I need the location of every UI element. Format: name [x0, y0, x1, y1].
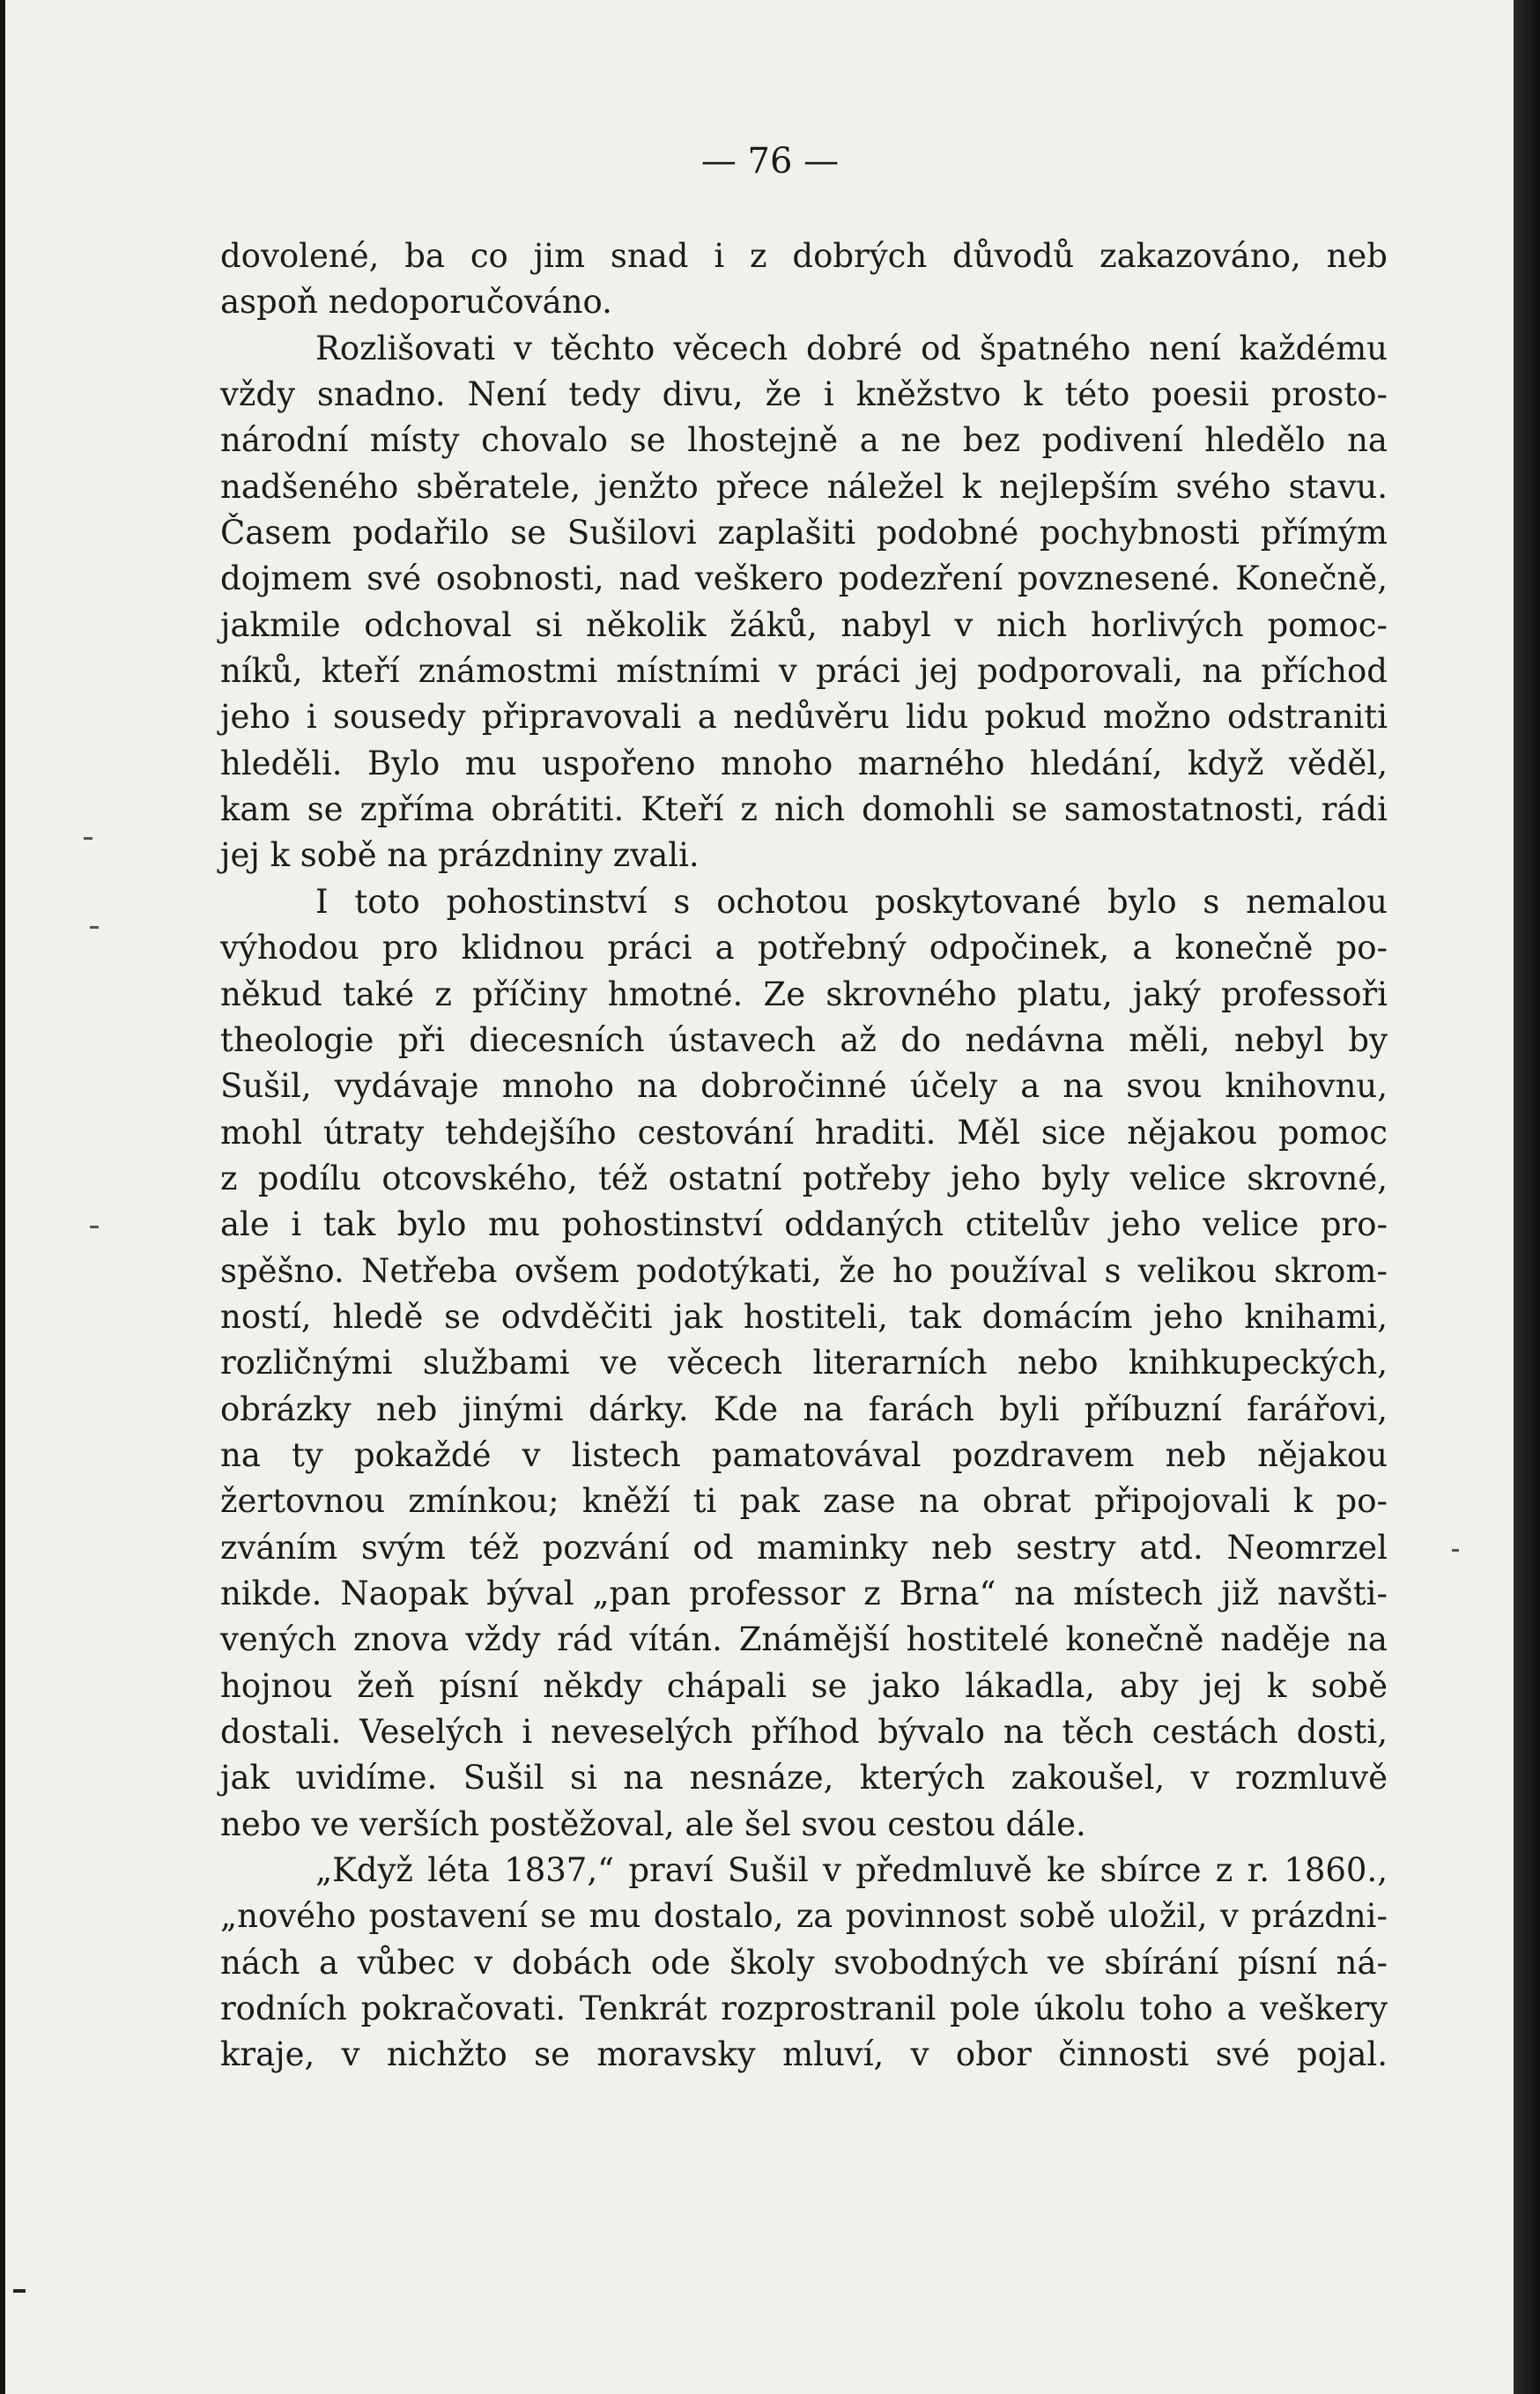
text-line: někud také z příčiny hmotné. Ze skrovného platu, jaký professoři	[220, 975, 1388, 1013]
text-line: jak uvidíme. Sušil si na nesnáze, kterých zakoušel, v rozmluvě	[220, 1759, 1388, 1797]
text-line: vených znova vždy rád vítán. Známější hostitelé konečně naděje na	[220, 1620, 1388, 1659]
text-line: nikde. Naopak býval „pan professor z Brna“ na místech již navšti-	[220, 1574, 1388, 1612]
text-line: vždy snadno. Není tedy divu, že i kněžstvo k této poesii prosto-	[220, 375, 1388, 414]
text-line: ností, hledě se odvděčiti jak hostiteli, tak domácím jeho knihami,	[220, 1297, 1388, 1336]
text-line: zváním svým též pozvání od maminky neb sestry atd. Neomrzel	[220, 1528, 1388, 1567]
scan-speck	[90, 1226, 99, 1228]
page-number: — 76 —	[700, 141, 840, 182]
text-line: nadšeného sběratele, jenžto přece náležel k nejlepším svého stavu.	[220, 467, 1388, 506]
text-line: na ty pokaždé v listech pamatovával pozdravem neb nějakou	[220, 1435, 1388, 1474]
body-text	[220, 233, 1388, 2079]
text-line: Sušil, vydávaje mnoho na dobročinné účely a na svou knihovnu,	[220, 1067, 1388, 1106]
text-line: I toto pohostinství s ochotou poskytované bylo s nemalou	[315, 882, 1388, 921]
text-line: hojnou žeň písní někdy chápali se jako lákadla, aby jej k sobě	[220, 1666, 1388, 1705]
text-line: Rozlišovati v těchto věcech dobré od špatného není každému	[315, 329, 1388, 367]
text-line: theologie při diecesních ústavech až do nedávna měli, nebyl by	[220, 1020, 1388, 1059]
text-line: mohl útraty tehdejšího cestování hraditi. Měl sice nějakou pomoc	[220, 1113, 1388, 1152]
scan-speck	[1452, 1549, 1459, 1552]
text-line: aspoň nedoporučováno.	[220, 283, 612, 322]
text-line: jeho i sousedy připravovali a nedůvěru lidu pokud možno odstraniti	[220, 698, 1388, 737]
text-line: rozličnými službami ve věcech literarních nebo knihkupeckých,	[220, 1344, 1388, 1382]
text-line: dovolené, ba co jim snad i z dobrých důvodů zakazováno, neb	[220, 237, 1388, 275]
text-line: „Když léta 1837,“ praví Sušil v předmluvě ke sbírce z r. 1860.,	[315, 1851, 1388, 1890]
text-line: „nového postavení se mu dostalo, za povinnost sobě uložil, v prázdni-	[220, 1897, 1388, 1936]
text-line: dojmem své osobnosti, nad veškero podezření povznesené. Konečně,	[220, 560, 1388, 598]
text-line: nách a vůbec v dobách ode školy svobodných ve sbírání písní ná-	[220, 1943, 1388, 1982]
text-line: jej k sobě na prázdniny zvali.	[220, 836, 700, 875]
text-line: kraje, v nichžto se moravsky mluví, v obor činnosti své pojal.	[220, 2035, 1388, 2074]
scan-speck	[90, 926, 99, 929]
text-line: nebo ve verších postěžoval, ale šel svou cestou dále.	[220, 1805, 1086, 1843]
text-line: národní místy chovalo se lhostejně a ne bez podivení hledělo na	[220, 421, 1388, 460]
scan-speck	[84, 837, 93, 840]
text-line: níků, kteří známostmi místními v práci jej podporovali, na příchod	[220, 652, 1388, 691]
text-line: Časem podařilo se Sušilovi zaplašiti podobné pochybnosti přímým	[220, 514, 1388, 552]
text-line: jakmile odchoval si několik žáků, nabyl v nich horlivých pomoc-	[220, 605, 1388, 644]
scan-speck	[13, 2289, 26, 2293]
text-line: spěšno. Netřeba ovšem podotýkati, že ho používal s velikou skrom-	[220, 1251, 1388, 1290]
text-line: ale i tak bylo mu pohostinství oddaných ctitelův jeho velice pro-	[220, 1205, 1388, 1244]
text-line: žertovnou zmínkou; kněží ti pak zase na obrat připojovali k po-	[220, 1482, 1388, 1521]
text-line: výhodou pro klidnou práci a potřebný odpočinek, a konečně po-	[220, 929, 1388, 967]
text-line: z podílu otcovského, též ostatní potřeby jeho byly velice skrovné,	[220, 1159, 1388, 1197]
text-line: rodních pokračovati. Tenkrát rozprostranil pole úkolu toho a veškery	[220, 1990, 1388, 2028]
text-line: obrázky neb jinými dárky. Kde na farách byli příbuzní farářovi,	[220, 1390, 1388, 1428]
text-line: hleděli. Bylo mu uspořeno mnoho marného hledání, když věděl,	[220, 744, 1388, 782]
text-line: kam se zpříma obrátiti. Kteří z nich domohli se samostatnosti, rádi	[220, 790, 1388, 829]
text-line: dostali. Veselých i neveselých příhod bývalo na těch cestách dosti,	[220, 1713, 1388, 1751]
page-edge-shadow	[1514, 0, 1540, 2394]
